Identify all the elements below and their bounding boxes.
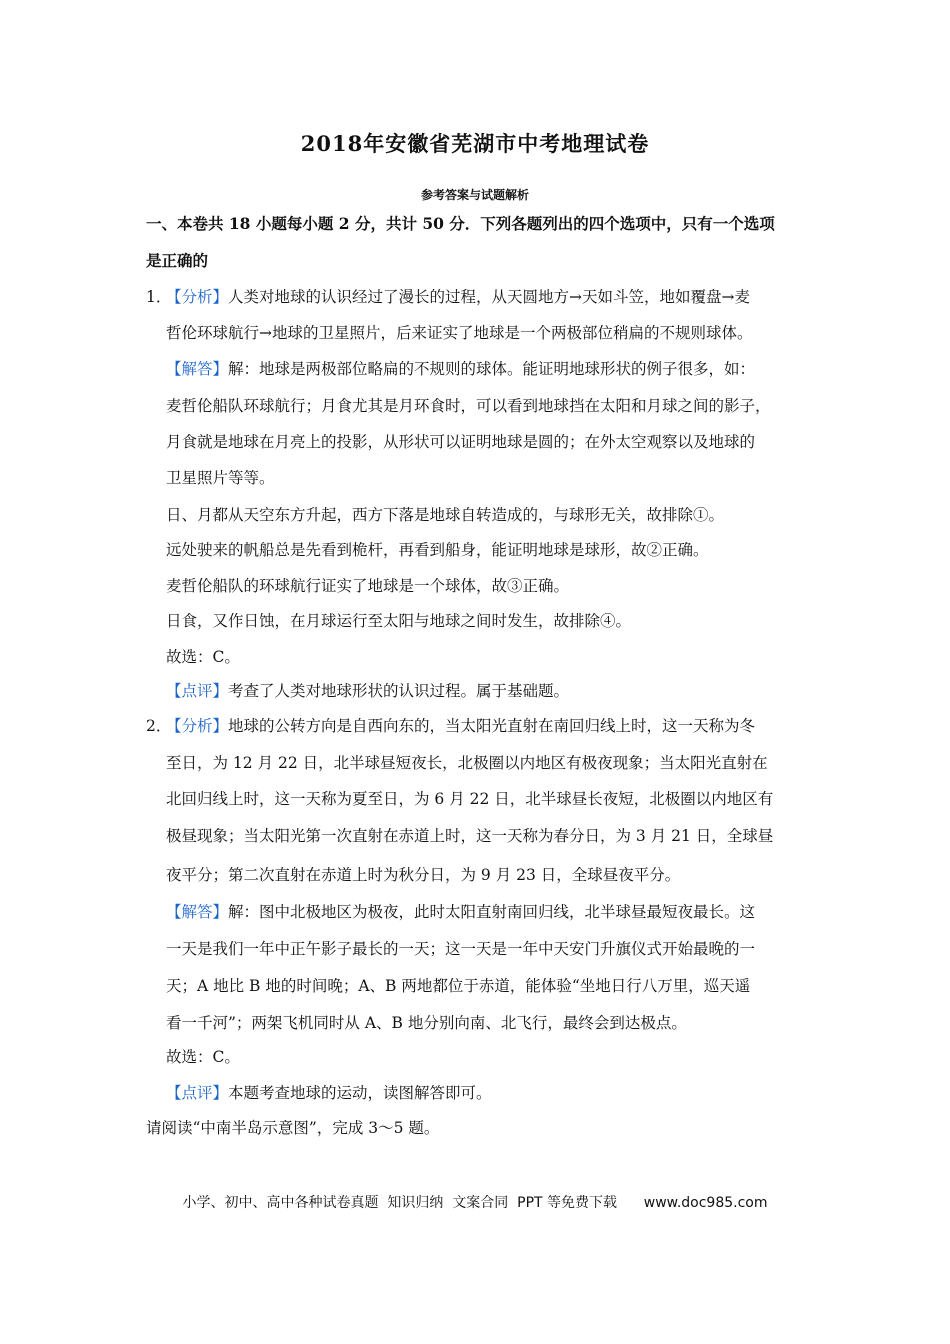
q2-analysis-line-5: 夜平分；第二次直射在赤道上时为秋分日，为 9 月 23 日，全球昼夜平分。 <box>166 866 681 884</box>
q1-answer-line-6: 远处驶来的帆船总是先看到桅杆，再看到船身，能证明地球是球形，故②正确。 <box>166 541 709 559</box>
q2-analysis-line-3: 北回归线上时，这一天称为夏至日，为 6 月 22 日，北半球昼长夜短，北极圈以内地区有 <box>166 790 774 808</box>
page-subtitle: 参考答案与试题解析 <box>420 188 529 202</box>
q1-answer-line-1: 【解答】解：地球是两极部位略扁的不规则的球体。能证明地球形状的例子很多，如： <box>166 360 756 378</box>
comment-tag: 【点评】 <box>166 682 229 700</box>
q1-answer-line-5: 日、月都从天空东方升起，西方下落是地球自转造成的，与球形无关，故排除①。 <box>166 506 725 524</box>
q1-comment-line-1: 【点评】考查了人类对地球形状的认识过程。属于基础题。 <box>166 682 570 700</box>
q2-answer-line-4: 看一千河”；两架飞机同时从 A、B 地分别向南、北飞行，最终会到达极点。 <box>166 1014 687 1032</box>
footer-url[interactable]: www.doc985.com <box>643 1195 768 1211</box>
analysis-tag: 【分析】 <box>166 288 229 306</box>
q1-answer-line-7: 麦哲伦船队的环球航行证实了地球是一个球体，故③正确。 <box>166 577 570 595</box>
q1-answer-line-4: 卫星照片等等。 <box>166 469 275 487</box>
q1-answer-line-2: 麦哲伦船队环球航行；月食尤其是月环食时，可以看到地球挡在太阳和月球之间的影子， <box>166 397 771 415</box>
answer-tag: 【解答】 <box>166 360 229 378</box>
q2-answer-line-5: 故选：C。 <box>166 1048 240 1066</box>
reading-prompt: 请阅读“中南半岛示意图”，完成 3～5 题。 <box>146 1119 440 1137</box>
comment-tag: 【点评】 <box>166 1084 229 1102</box>
answer-tag: 【解答】 <box>166 903 229 921</box>
q2-analysis-line-4: 极昼现象；当太阳光第一次直射在赤道上时，这一天称为春分日，为 3 月 21 日，全球昼 <box>166 827 774 845</box>
q1-answer-line-9: 故选：C。 <box>166 648 240 666</box>
question-number-2: 2． <box>146 717 172 735</box>
q2-answer-line-2: 一天是我们一年中正午影子最长的一天；这一天是一年中天安门升旗仪式开始最晚的一 <box>166 940 756 958</box>
q2-answer-line-1: 【解答】解：图中北极地区为极夜，此时太阳直射南回归线，北半球昼最短夜最长。这 <box>166 903 756 921</box>
q2-comment-line-1: 【点评】本题考查地球的运动，读图解答即可。 <box>166 1084 492 1102</box>
q1-answer-line-3: 月食就是地球在月亮上的投影，从形状可以证明地球是圆的；在外太空观察以及地球的 <box>166 433 756 451</box>
footer-text: 小学、初中、高中各种试卷真题 知识归纳 文案合同 PPT 等免费下载 <box>182 1195 618 1211</box>
section-heading-line-2: 是正确的 <box>146 251 209 270</box>
page-title: 2018年安徽省芜湖市中考地理试卷 <box>300 131 650 156</box>
q2-answer-line-3: 天；A 地比 B 地的时间晚；A、B 两地都位于赤道，能体验“坐地日行八万里，巡天遥 <box>166 977 751 995</box>
question-number-1: 1． <box>146 288 172 306</box>
analysis-tag: 【分析】 <box>166 717 229 735</box>
page-footer <box>0 1192 950 1212</box>
q2-analysis-line-1: 【分析】地球的公转方向是自西向东的，当太阳光直射在南回归线上时，这一天称为冬 <box>166 717 756 735</box>
section-heading-line-1: 一、本卷共 18 小题每小题 2 分，共计 50 分．下列各题列出的四个选项中，只有一个选项 <box>146 214 775 233</box>
q1-analysis-line-2: 哲伦环球航行→地球的卫星照片，后来证实了地球是一个两极部位稍扁的不规则球体。 <box>166 324 753 342</box>
q1-answer-line-8: 日食，又作日蚀，在月球运行至太阳与地球之间时发生，故排除④。 <box>166 612 632 630</box>
q1-analysis-line-1: 【分析】人类对地球的认识经过了漫长的过程，从天圆地方→天如斗笠，地如覆盘→麦 <box>166 288 750 306</box>
q2-analysis-line-2: 至日，为 12 月 22 日，北半球昼短夜长，北极圈以内地区有极夜现象；当太阳光直射在 <box>166 754 768 772</box>
